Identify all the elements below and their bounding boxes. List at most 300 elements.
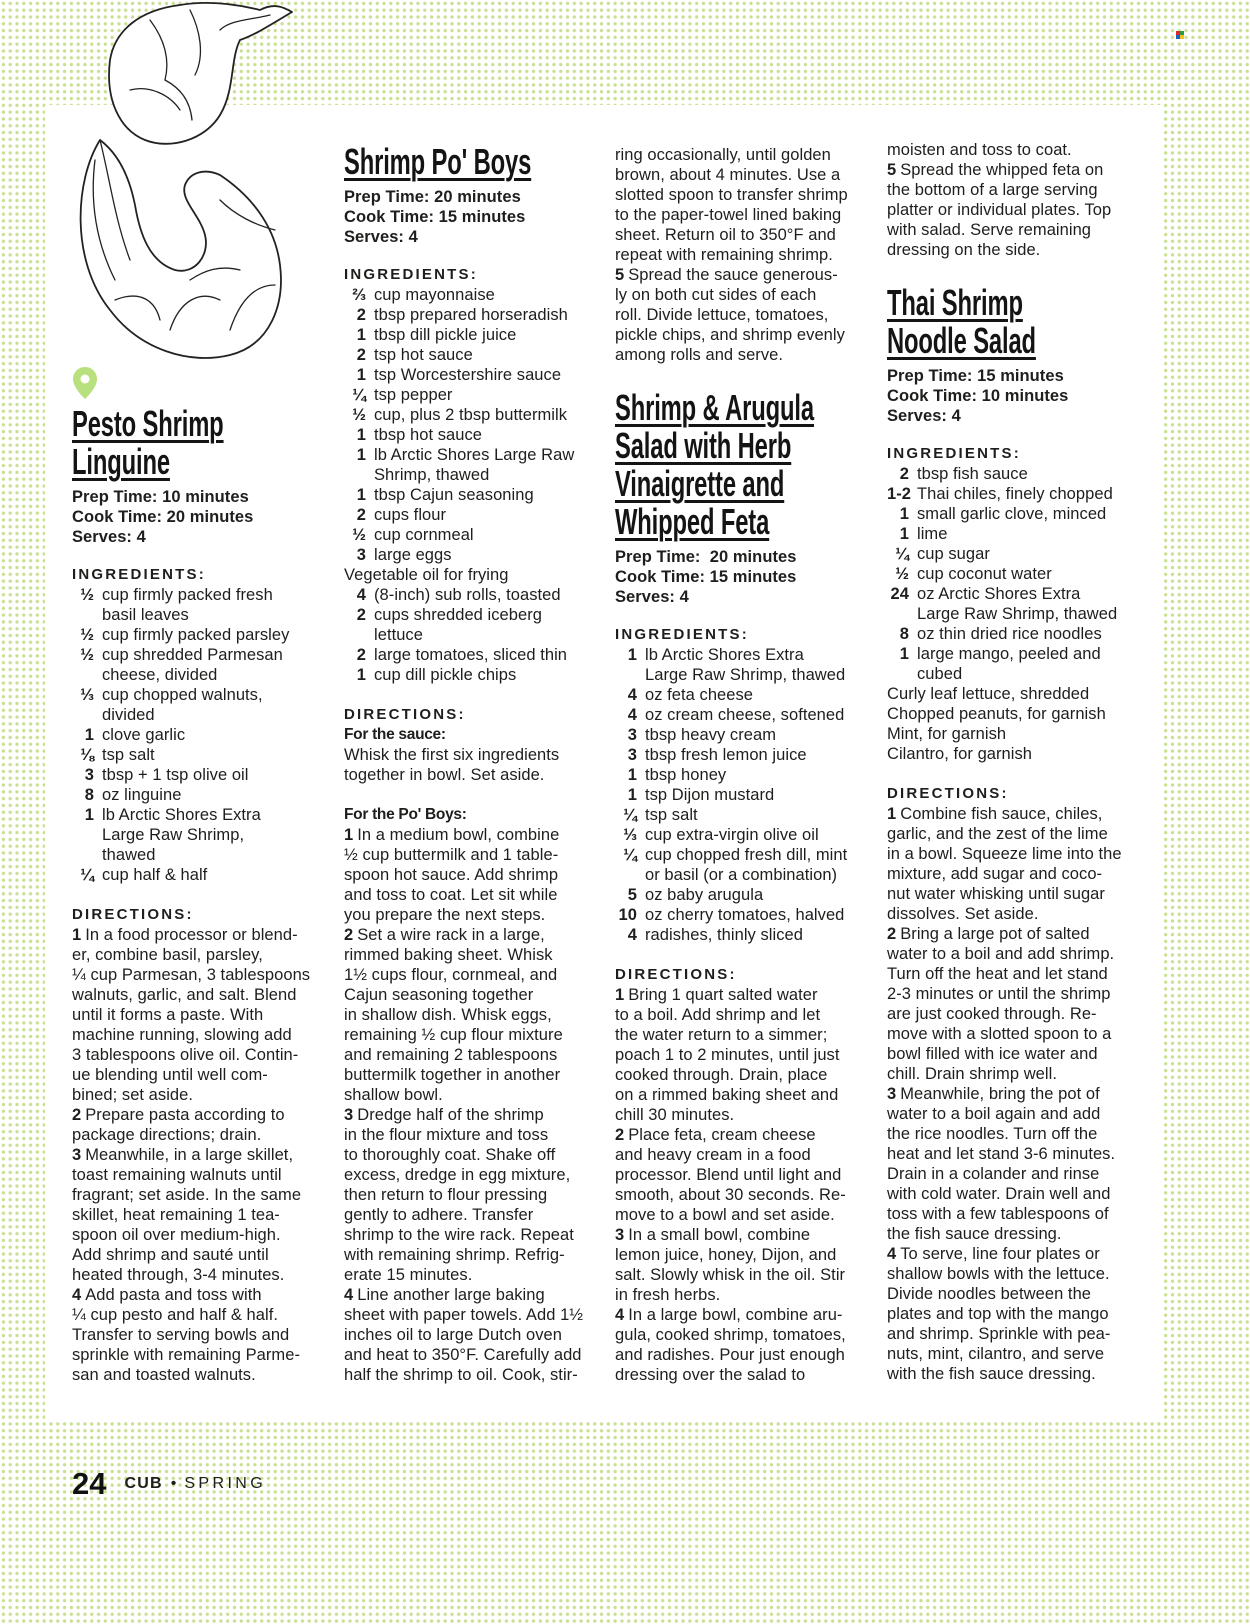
ingredient-text: divided	[102, 706, 155, 724]
ingredient-item	[887, 544, 1142, 564]
ingredient-text: tsp Dijon mustard	[645, 786, 775, 804]
direction-text: Place feta, cream cheese	[628, 1126, 816, 1144]
ingredient-line	[72, 625, 327, 645]
direction-text: among rolls and serve.	[615, 346, 784, 364]
ingredient-item	[615, 805, 870, 825]
direction-text: sprinkle with remaining Parme-	[72, 1346, 300, 1364]
direction-text: repeat with remaining shrimp.	[615, 246, 833, 264]
ingredient-text: tbsp Cajun seasoning	[374, 486, 534, 504]
direction-line	[344, 885, 599, 905]
direction-line	[344, 1185, 599, 1205]
direction-step	[615, 985, 870, 1125]
ingredient-quantity: ¼	[80, 866, 94, 884]
direction-line	[72, 925, 327, 945]
ingredient-line	[887, 724, 1142, 744]
ingredient-item	[344, 525, 599, 545]
ingredient-line	[72, 805, 327, 825]
ingredient-text: cup dill pickle chips	[374, 666, 517, 684]
ingredient-quantity: 2	[356, 306, 366, 324]
direction-line	[72, 1145, 327, 1165]
direction-text: the fish sauce dressing.	[887, 1225, 1062, 1243]
direction-text: sheet. Return oil to 350°F and	[615, 226, 836, 244]
direction-text: Drain in a colander and rinse	[887, 1165, 1100, 1183]
ingredient-quantity: ½	[352, 526, 366, 544]
direction-text: ½ cup buttermilk and 1 table-	[344, 846, 559, 864]
ingredient-quantity: 1	[356, 446, 366, 464]
ingredient-quantity: 1	[84, 726, 94, 744]
page-number: 24	[72, 1466, 107, 1501]
direction-text: bined; set aside.	[72, 1086, 194, 1104]
direction-line	[72, 1065, 327, 1085]
ingredient-text: tsp salt	[102, 746, 155, 764]
direction-step	[72, 1145, 327, 1285]
ingredient-text: tsp Worcestershire sauce	[374, 366, 562, 384]
ingredient-list	[887, 464, 1142, 764]
ingredient-line	[615, 685, 870, 705]
direction-text: Bring a large pot of salted	[900, 925, 1090, 943]
direction-text: Prepare pasta according to	[85, 1106, 285, 1124]
direction-text: chill. Drain shrimp well.	[887, 1065, 1057, 1083]
ingredient-text: lettuce	[374, 626, 423, 644]
ingredient-text: large eggs	[374, 546, 452, 564]
direction-line	[887, 944, 1142, 964]
ingredient-item	[887, 584, 1142, 624]
ingredient-line	[615, 705, 870, 725]
direction-line	[344, 1205, 599, 1225]
direction-step	[344, 825, 599, 925]
direction-text: gula, cooked shrimp, tomatoes,	[615, 1326, 846, 1344]
ingredient-line	[615, 885, 870, 905]
direction-text: poach 1 to 2 minutes, until just	[615, 1046, 840, 1064]
ingredient-line	[344, 365, 599, 385]
ingredient-line	[344, 525, 599, 545]
ingredient-item	[615, 645, 870, 685]
step-number: 3	[344, 1106, 354, 1124]
ingredient-quantity: ½	[80, 586, 94, 604]
recipe-column-3	[615, 145, 870, 1385]
direction-line	[887, 220, 1142, 240]
location-pin-icon	[72, 366, 98, 400]
step-number: 3	[887, 1085, 897, 1103]
direction-line	[887, 1224, 1142, 1244]
ingredient-text: cup cornmeal	[374, 526, 474, 544]
ingredient-item	[344, 665, 599, 685]
ingredient-line	[615, 645, 870, 665]
ingredient-item	[615, 905, 870, 925]
section-heading: INGREDIENTS:	[72, 566, 206, 583]
ingredient-item	[615, 745, 870, 765]
footer-separator: •	[170, 1475, 177, 1492]
direction-text: ue blending until well com-	[72, 1066, 268, 1084]
direction-line	[615, 305, 870, 325]
ingredient-item	[344, 505, 599, 525]
direction-line	[887, 1364, 1142, 1384]
step-number: 4	[344, 1286, 354, 1304]
ingredient-item	[344, 605, 599, 645]
ingredient-list	[615, 645, 870, 945]
ingredient-item	[615, 925, 870, 945]
direction-text: heated through, 3-4 minutes.	[72, 1266, 285, 1284]
direction-line	[615, 205, 870, 225]
direction-text: the rice noodles. Turn off the	[887, 1125, 1098, 1143]
step-number: 4	[72, 1286, 82, 1304]
direction-line	[887, 180, 1142, 200]
direction-line	[344, 1165, 599, 1185]
direction-line	[72, 1045, 327, 1065]
direction-line	[887, 160, 1142, 180]
ingredient-quantity: 4	[627, 706, 637, 724]
direction-step	[344, 925, 599, 1105]
direction-text: to thoroughly coat. Shake off	[344, 1146, 556, 1164]
direction-line	[887, 1124, 1142, 1144]
recipe-title-text: Linguine	[72, 441, 170, 482]
direction-text: nuts, mint, cilantro, and serve	[887, 1345, 1105, 1363]
ingredient-quantity: ⅓	[623, 826, 637, 844]
ingredient-text: basil leaves	[102, 606, 189, 624]
direction-text: shallow bowls with the lettuce.	[887, 1265, 1110, 1283]
step-number: 2	[344, 926, 354, 944]
recipe-meta	[72, 487, 327, 547]
direction-line	[887, 1264, 1142, 1284]
directions-list	[887, 140, 1142, 260]
direction-text: 3 tablespoons olive oil. Contin-	[72, 1046, 299, 1064]
ingredient-quantity: 1	[356, 326, 366, 344]
direction-line	[344, 1025, 599, 1045]
ingredient-quantity: ⅓	[80, 686, 94, 704]
direction-line	[72, 1205, 327, 1225]
recipe-title-text: Shrimp & Arugula	[615, 387, 814, 428]
direction-line	[344, 1365, 599, 1385]
direction-text: processor. Blend until light and	[615, 1166, 842, 1184]
direction-text: inches oil to large Dutch oven	[344, 1326, 562, 1344]
ingredient-item	[344, 325, 599, 345]
ingredient-text: tbsp dill pickle juice	[374, 326, 517, 344]
ingredient-text: Mint, for garnish	[887, 725, 1007, 743]
step-number: 3	[615, 1226, 625, 1244]
step-number: 4	[615, 1306, 625, 1324]
ingredient-text: Thai chiles, finely chopped	[917, 485, 1113, 503]
ingredient-line	[344, 445, 599, 465]
direction-line	[344, 925, 599, 945]
direction-line	[72, 1265, 327, 1285]
ingredient-text: cup extra-virgin olive oil	[645, 826, 819, 844]
ingredient-line	[887, 684, 1142, 704]
recipe-column-2	[344, 143, 599, 1385]
ingredient-line	[344, 645, 599, 665]
direction-text: in shallow dish. Whisk eggs,	[344, 1006, 552, 1024]
ingredient-item	[344, 405, 599, 425]
direction-text: Add pasta and toss with	[85, 1286, 262, 1304]
recipe-title-line	[615, 503, 870, 541]
direction-step	[72, 925, 327, 1105]
ingredient-line	[344, 345, 599, 365]
direction-line	[615, 345, 870, 365]
ingredient-quantity: 3	[356, 546, 366, 564]
ingredient-item	[344, 385, 599, 405]
ingredient-item	[887, 644, 1142, 684]
direction-line	[72, 1345, 327, 1365]
direction-line	[887, 864, 1142, 884]
direction-text: roll. Divide lettuce, tomatoes,	[615, 306, 829, 324]
ingredient-text: tbsp honey	[645, 766, 727, 784]
ingredient-line	[72, 605, 327, 625]
ingredient-text: oz linguine	[102, 786, 182, 804]
direction-text: mixture, add sugar and coco-	[887, 865, 1103, 883]
ingredient-text: lb Arctic Shores Large Raw	[374, 446, 575, 464]
ingredient-line	[615, 905, 870, 925]
direction-text: then return to flour pressing	[344, 1186, 548, 1204]
ingredient-line	[72, 845, 327, 865]
direction-line	[72, 1305, 327, 1325]
ingredient-item	[344, 365, 599, 385]
meta-line: Cook Time: 20 minutes	[72, 508, 254, 526]
direction-line	[615, 1045, 870, 1065]
direction-text: Line another large baking	[357, 1286, 545, 1304]
direction-text: and heavy cream in a food	[615, 1146, 811, 1164]
direction-text: Meanwhile, bring the pot of	[900, 1085, 1100, 1103]
direction-text: buttermilk together in another	[344, 1066, 561, 1084]
ingredient-item	[344, 585, 599, 605]
direction-text: on a rimmed baking sheet and	[615, 1086, 839, 1104]
ingredient-text: small garlic clove, minced	[917, 505, 1107, 523]
ingredient-line	[72, 665, 327, 685]
direction-text: move to a bowl and set aside.	[615, 1206, 835, 1224]
direction-line	[344, 1085, 599, 1105]
direction-line	[615, 1065, 870, 1085]
ingredient-text: cup chopped fresh dill, mint	[645, 846, 848, 864]
ingredient-text: tsp pepper	[374, 386, 453, 404]
direction-text: sheet with paper towels. Add 1½	[344, 1306, 584, 1324]
ingredient-text: cup chopped walnuts,	[102, 686, 263, 704]
direction-text: move with a slotted spoon to a	[887, 1025, 1112, 1043]
direction-text: slotted spoon to transfer shrimp	[615, 186, 848, 204]
direction-text: and radishes. Pour just enough	[615, 1346, 845, 1364]
direction-text: gently to adhere. Transfer	[344, 1206, 534, 1224]
direction-text: In a medium bowl, combine	[357, 826, 560, 844]
direction-step	[615, 145, 870, 265]
ingredient-line	[344, 285, 599, 305]
ingredient-line	[72, 645, 327, 665]
ingredient-line	[615, 665, 870, 685]
direction-text: package directions; drain.	[72, 1126, 262, 1144]
direction-line	[615, 1205, 870, 1225]
step-number: 2	[887, 925, 897, 943]
section-heading: DIRECTIONS:	[72, 906, 194, 923]
direction-step	[615, 1225, 870, 1305]
ingredient-text: cup half & half	[102, 866, 208, 884]
direction-text: bowl filled with ice water and	[887, 1045, 1098, 1063]
directions-list	[344, 825, 599, 1385]
ingredient-item	[72, 685, 327, 725]
ingredient-text: cup mayonnaise	[374, 286, 495, 304]
step-number: 5	[887, 161, 897, 179]
direction-line	[72, 985, 327, 1005]
ingredient-line	[887, 704, 1142, 724]
ingredient-line	[887, 464, 1142, 484]
recipe-title	[887, 284, 1142, 360]
direction-step	[887, 1084, 1142, 1244]
ingredient-item	[615, 845, 870, 885]
direction-line	[344, 1065, 599, 1085]
recipe-column-1	[72, 405, 327, 1385]
recipe-title-text: Whipped Feta	[615, 501, 770, 542]
direction-line	[344, 865, 599, 885]
direction-text: water to a boil again and add	[887, 1105, 1101, 1123]
direction-text: dissolves. Set aside.	[887, 905, 1039, 923]
ingredient-quantity: ¼	[623, 846, 637, 864]
ingredient-text: large tomatoes, sliced thin	[374, 646, 568, 664]
direction-text: garlic, and the zest of the lime	[887, 825, 1108, 843]
direction-text: salt. Slowly whisk in the oil. Stir	[615, 1266, 846, 1284]
meta-line: Serves: 4	[615, 588, 689, 606]
direction-line	[72, 1105, 327, 1125]
recipe-title-line	[344, 143, 599, 181]
direction-line	[615, 1005, 870, 1025]
direction-line	[615, 1305, 870, 1325]
ingredient-text: oz feta cheese	[645, 686, 754, 704]
direction-line	[887, 964, 1142, 984]
step-number: 3	[72, 1146, 82, 1164]
direction-line	[615, 1105, 870, 1125]
ingredient-line	[344, 665, 599, 685]
ingredient-text: oz Arctic Shores Extra	[917, 585, 1081, 603]
ingredient-line	[887, 744, 1142, 764]
ingredient-item	[72, 785, 327, 805]
ingredient-quantity: ⅛	[80, 746, 94, 764]
ingredient-line	[344, 585, 599, 605]
ingredient-text: Chopped peanuts, for garnish	[887, 705, 1106, 723]
direction-text: toast remaining walnuts until	[72, 1166, 282, 1184]
ingredient-quantity: 1	[356, 426, 366, 444]
recipe-title-line	[72, 405, 327, 443]
ingredient-quantity: 4	[627, 686, 637, 704]
direction-line	[72, 965, 327, 985]
publication-name: CUB	[124, 1475, 163, 1492]
ingredient-text: cup shredded Parmesan	[102, 646, 283, 664]
direction-text: with salad. Serve remaining	[887, 221, 1092, 239]
ingredient-line	[344, 465, 599, 485]
ingredient-quantity: ¼	[623, 806, 637, 824]
ingredient-quantity: 2	[356, 646, 366, 664]
direction-line	[72, 1285, 327, 1305]
ingredient-line	[615, 765, 870, 785]
ingredient-text: large mango, peeled and	[917, 645, 1101, 663]
ingredient-line	[344, 605, 599, 625]
ingredient-quantity: ½	[352, 406, 366, 424]
ingredient-quantity: 1	[899, 525, 909, 543]
direction-text: moisten and toss to coat.	[887, 141, 1072, 159]
direction-line	[615, 1265, 870, 1285]
direction-line	[887, 1144, 1142, 1164]
direction-text: in the flour mixture and toss	[344, 1126, 549, 1144]
ingredient-line	[344, 485, 599, 505]
direction-step	[887, 1244, 1142, 1384]
ingredient-item	[72, 805, 327, 865]
ingredient-item	[887, 624, 1142, 644]
ingredient-text: lb Arctic Shores Extra	[645, 646, 804, 664]
direction-text: with the fish sauce dressing.	[887, 1365, 1096, 1383]
direction-line	[72, 1165, 327, 1185]
ingredient-line	[887, 664, 1142, 684]
direction-step	[887, 804, 1142, 924]
meta-line: Cook Time: 15 minutes	[615, 568, 797, 586]
ingredient-item	[887, 524, 1142, 544]
ingredient-quantity: 1	[356, 486, 366, 504]
ingredient-text: Large Raw Shrimp, thawed	[645, 666, 846, 684]
ingredient-text: cup coconut water	[917, 565, 1052, 583]
direction-text: until it forms a paste. With	[72, 1006, 264, 1024]
recipe-title-line	[72, 443, 327, 481]
ingredient-item	[615, 725, 870, 745]
direction-line	[615, 145, 870, 165]
direction-text: platter or individual plates. Top	[887, 201, 1112, 219]
ingredient-item	[344, 545, 599, 565]
direction-line	[615, 325, 870, 345]
subsection-heading: For the Po' Boys:	[344, 806, 467, 823]
direction-text: Bring 1 quart salted water	[628, 986, 818, 1004]
direction-text: brown, about 4 minutes. Use a	[615, 166, 841, 184]
direction-text: 1½ cups flour, cornmeal, and	[344, 966, 558, 984]
step-number: 1	[72, 926, 82, 944]
direction-text: Transfer to serving bowls and	[72, 1326, 290, 1344]
direction-text: are just cooked through. Re-	[887, 1005, 1097, 1023]
ingredient-line	[887, 484, 1142, 504]
direction-line	[615, 1225, 870, 1245]
step-number: 1	[615, 986, 625, 1004]
direction-line	[344, 1145, 599, 1165]
direction-text: with remaining shrimp. Refrig-	[344, 1246, 565, 1264]
direction-line	[344, 985, 599, 1005]
recipe-meta	[887, 366, 1142, 426]
ingredient-item	[887, 704, 1142, 724]
direction-line	[887, 1084, 1142, 1104]
ingredient-line	[615, 845, 870, 865]
ingredient-item	[887, 684, 1142, 704]
ingredient-quantity: ¼	[352, 386, 366, 404]
ingredient-line	[615, 725, 870, 745]
direction-line	[887, 140, 1142, 160]
direction-line	[344, 1125, 599, 1145]
direction-text: Spread the sauce generous-	[628, 266, 838, 284]
direction-text: Meanwhile, in a large skillet,	[85, 1146, 294, 1164]
ingredient-quantity: 2	[356, 606, 366, 624]
section-heading: INGREDIENTS:	[615, 626, 749, 643]
directions-list	[615, 145, 870, 365]
direction-line	[887, 1304, 1142, 1324]
ingredient-item	[72, 745, 327, 765]
ingredient-line	[615, 785, 870, 805]
direction-line	[887, 1164, 1142, 1184]
direction-line	[615, 1185, 870, 1205]
ingredient-text: cup firmly packed fresh	[102, 586, 273, 604]
recipe-title-text: Pesto Shrimp	[72, 403, 224, 444]
direction-text: Cajun seasoning together	[344, 986, 534, 1004]
direction-text: and heat to 350°F. Carefully add	[344, 1346, 582, 1364]
direction-text: ring occasionally, until golden	[615, 146, 831, 164]
direction-text: erate 15 minutes.	[344, 1266, 473, 1284]
ingredient-list	[72, 585, 327, 885]
direction-line	[344, 965, 599, 985]
direction-text: cooked through. Drain, place	[615, 1066, 828, 1084]
ingredient-item	[344, 565, 599, 585]
ingredient-text: cup, plus 2 tbsp buttermilk	[374, 406, 568, 424]
ingredient-quantity: 1	[627, 646, 637, 664]
ingredient-item	[615, 885, 870, 905]
ingredient-line	[344, 565, 599, 585]
ingredient-item	[344, 285, 599, 305]
ingredient-line	[344, 625, 599, 645]
ingredient-quantity: 8	[899, 625, 909, 643]
